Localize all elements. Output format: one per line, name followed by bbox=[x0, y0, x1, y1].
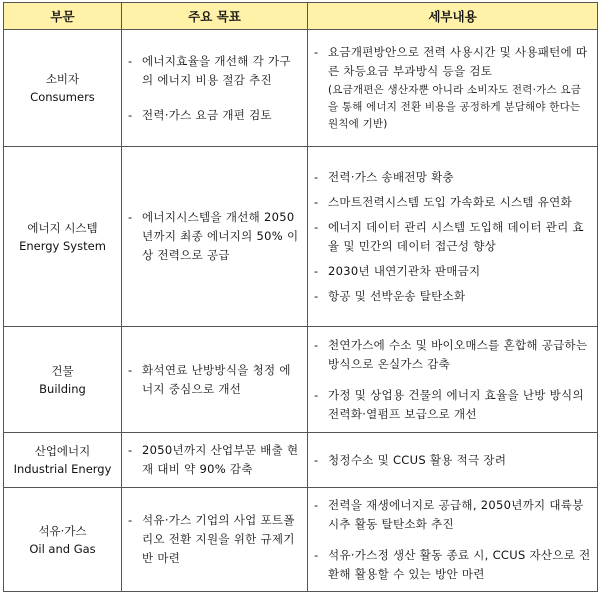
sector-name-ko: 소비자 bbox=[45, 72, 80, 86]
detail-item bbox=[314, 336, 591, 374]
sector-name-en: Energy System bbox=[19, 238, 106, 253]
goal-item bbox=[128, 52, 301, 90]
detail-cell bbox=[308, 488, 598, 592]
bullet-dash: - bbox=[314, 219, 319, 234]
sector-cell bbox=[4, 433, 122, 488]
bullet-dash: - bbox=[128, 443, 133, 457]
goal-item bbox=[128, 511, 301, 568]
sector-cell bbox=[4, 147, 122, 327]
detail-text: 스마트전력시스템 도입 가속화로 시스템 유연화 bbox=[328, 194, 572, 209]
sector-name-en: Consumers bbox=[30, 90, 95, 104]
detail-item bbox=[314, 168, 591, 187]
table-row bbox=[4, 488, 598, 592]
detail-text: 항공 및 선박운송 탈탄소화 bbox=[328, 288, 466, 303]
detail-cell bbox=[308, 433, 598, 488]
sector-name-en: Oil and Gas bbox=[29, 541, 96, 556]
bullet-dash: - bbox=[128, 210, 133, 224]
bullet-dash: - bbox=[128, 53, 133, 68]
sector-cell bbox=[4, 327, 122, 433]
detail-text: 2030년 내연기관차 판매금지 bbox=[328, 263, 481, 278]
bullet-dash: - bbox=[314, 337, 319, 352]
goal-cell bbox=[122, 30, 308, 147]
sector-cell bbox=[4, 488, 122, 592]
bullet-dash: - bbox=[314, 169, 319, 184]
bullet-dash: - bbox=[314, 387, 319, 402]
detail-text: 천연가스에 수소 및 바이오매스를 혼합해 공급하는 방식으로 온실가스 감축 bbox=[328, 337, 588, 371]
bullet-dash: - bbox=[314, 45, 319, 59]
detail-item bbox=[314, 43, 591, 81]
goal-text: 전력·가스 요금 개편 검토 bbox=[142, 107, 272, 122]
sector-name-ko: 건물 bbox=[51, 363, 74, 378]
bullet-dash: - bbox=[128, 513, 133, 527]
detail-item bbox=[314, 193, 591, 212]
bullet-dash: - bbox=[314, 194, 319, 209]
goal-text: 에너지효율을 개선해 각 가구의 에너지 비용 절감 추진 bbox=[142, 53, 291, 87]
table-row bbox=[4, 147, 598, 327]
goal-item bbox=[128, 106, 301, 125]
sector-name-ko: 에너지 시스템 bbox=[27, 220, 98, 235]
goal-text: 석유·가스 기업의 사업 포트폴리오 전환 지원을 위한 규제기반 마련 bbox=[142, 513, 295, 565]
goal-text: 화석연료 난방방식을 청정 에너지 중심으로 개선 bbox=[142, 362, 291, 396]
detail-note: (요금개편은 생산자뿐 아니라 소비자도 전력·가스 요금을 통해 에너지 전환 비용을 공정하게 분담해야 한다는 원칙에 기반) bbox=[328, 84, 582, 130]
sector-name-ko: 석유·가스 bbox=[38, 523, 87, 538]
goal-cell bbox=[122, 488, 308, 592]
header-goal: 주요 목표 bbox=[122, 3, 308, 30]
detail-item bbox=[314, 386, 591, 424]
detail-cell bbox=[308, 147, 598, 327]
table-row bbox=[4, 433, 598, 488]
detail-text: 석유·가스정 생산 활동 종료 시, CCUS 자산으로 전환해 활용할 수 있는 방안 마련 bbox=[328, 547, 591, 581]
goal-item bbox=[128, 441, 301, 479]
detail-item bbox=[314, 546, 591, 584]
goal-item bbox=[128, 208, 301, 265]
sector-name-en: Building bbox=[39, 381, 86, 396]
table-row bbox=[4, 30, 598, 147]
bullet-dash: - bbox=[314, 497, 319, 512]
energy-policy-table bbox=[3, 2, 598, 592]
goal-cell bbox=[122, 327, 308, 433]
detail-text: 청정수소 및 CCUS 활용 적극 장려 bbox=[328, 452, 507, 467]
goal-item bbox=[128, 361, 301, 399]
goal-text: 2050년까지 산업부문 배출 현재 대비 약 90% 감축 bbox=[142, 443, 299, 476]
detail-text: 전력을 재생에너지로 공급해, 2050년까지 대륙붕 시추 활동 탈탄소화 추진 bbox=[328, 497, 584, 531]
bullet-dash: - bbox=[314, 288, 319, 303]
header-row bbox=[4, 3, 598, 30]
bullet-dash: - bbox=[128, 362, 133, 377]
goal-cell bbox=[122, 433, 308, 488]
table-row bbox=[4, 327, 598, 433]
bullet-dash: - bbox=[128, 107, 133, 122]
bullet-dash: - bbox=[314, 547, 319, 562]
detail-item bbox=[314, 287, 591, 306]
detail-text: 전력·가스 송배전망 확충 bbox=[328, 169, 454, 184]
sector-cell bbox=[4, 30, 122, 147]
header-sector: 부문 bbox=[4, 3, 122, 30]
goal-text: 에너지시스템을 개선해 2050년까지 최종 에너지의 50% 이상 전력으로 공급 bbox=[142, 210, 299, 262]
bullet-dash: - bbox=[314, 452, 319, 467]
detail-cell bbox=[308, 30, 598, 147]
detail-text: 가정 및 상업용 건물의 에너지 효율을 난방 방식의 전력화·열펌프 보급으로 개선 bbox=[328, 387, 584, 421]
sector-name-ko: 산업에너지 bbox=[34, 444, 91, 458]
goal-cell bbox=[122, 147, 308, 327]
bullet-dash: - bbox=[314, 263, 319, 278]
sector-name-en: Industrial Energy bbox=[13, 462, 112, 476]
detail-text: 에너지 데이터 관리 시스템 도입해 데이터 관리 효율 및 민간의 데이터 접근성 향상 bbox=[328, 219, 584, 253]
header-detail: 세부내용 bbox=[308, 3, 598, 30]
detail-item bbox=[314, 262, 591, 281]
detail-item bbox=[314, 218, 591, 256]
detail-item bbox=[314, 451, 591, 470]
detail-cell bbox=[308, 327, 598, 433]
detail-item bbox=[314, 496, 591, 534]
detail-text: 요금개편방안으로 전력 사용시간 및 사용패턴에 따른 차등요금 부과방식 등을 검토 bbox=[328, 45, 588, 78]
